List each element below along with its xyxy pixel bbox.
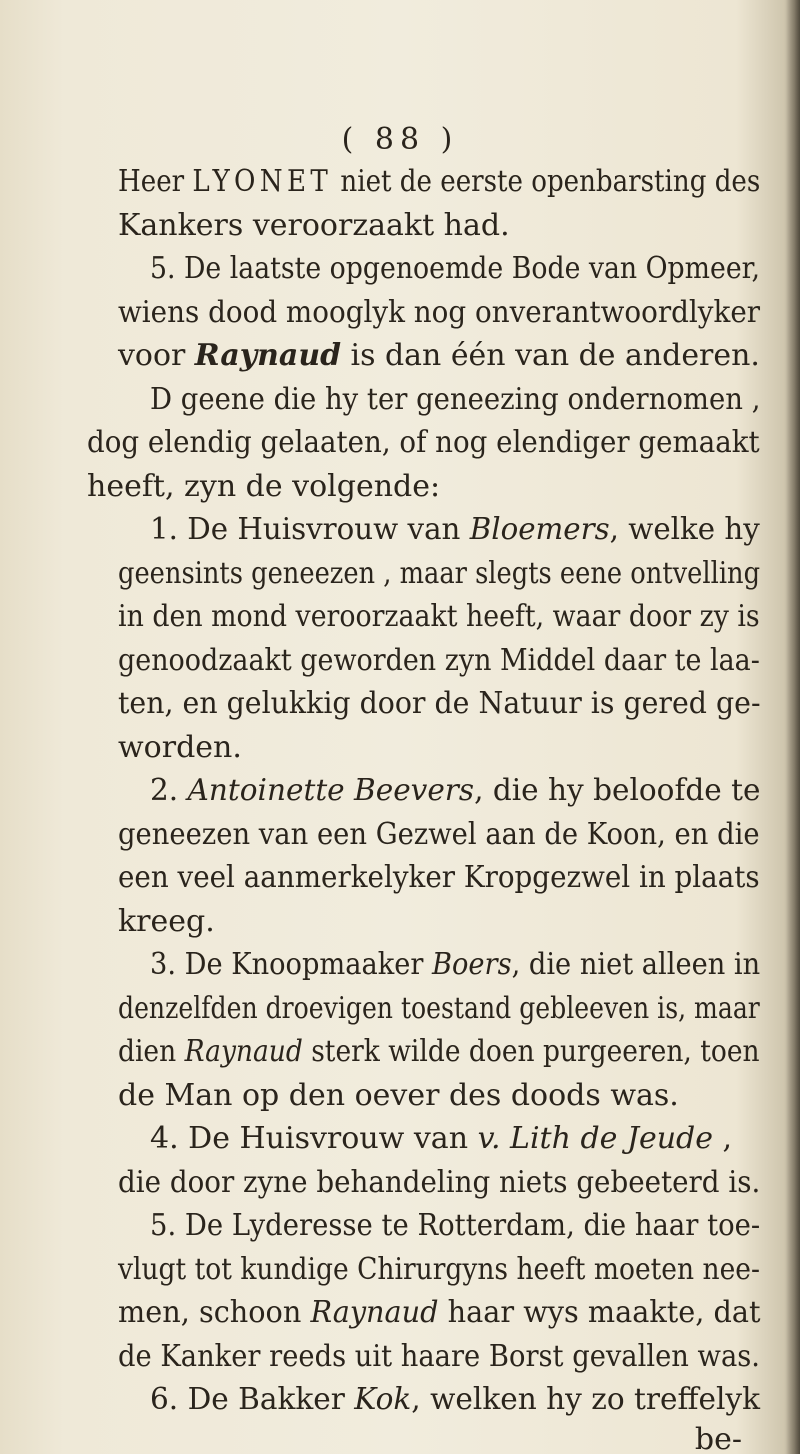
text-line: [118, 1163, 761, 1203]
text-run: Raynaud: [194, 338, 342, 373]
text-run: men, schoon: [118, 1295, 311, 1330]
text-line: [118, 1076, 760, 1116]
text-run: niet de eerste openbarsting des: [332, 164, 761, 199]
text-line: [118, 989, 760, 1029]
page-edge-shadow: [786, 0, 800, 1454]
text-run: kreeg.: [118, 903, 215, 939]
text-run: 2.: [150, 773, 188, 808]
text-line: [118, 597, 760, 637]
text-run: genoodzaakt geworden zyn Middel daar te laa-: [118, 642, 760, 678]
text-run: denzelfden droevigen toestand gebleeven is, maar: [118, 990, 760, 1026]
text-run: Kok: [354, 1382, 412, 1417]
text-line: [118, 554, 761, 594]
text-run: is dan één van de anderen.: [341, 338, 760, 373]
text-run: een veel aanmerkelyker Kropgezwel in plaats: [118, 860, 760, 895]
text-line: [118, 902, 760, 942]
text-run: , welken hy zo treffelyk: [411, 1382, 761, 1417]
text-run: 3. De Knoopmaaker: [150, 947, 433, 982]
text-line: [118, 728, 760, 768]
text-run: haar wys maakte, dat: [438, 1295, 761, 1330]
text-run: 1. De Huisvrouw van: [150, 512, 470, 547]
text-run: Heer: [118, 164, 193, 199]
text-run: sterk wilde doen purgeeren, toen: [302, 1034, 760, 1069]
text-line: [150, 1380, 761, 1420]
text-line: [150, 1206, 761, 1246]
text-run: , welke hy: [609, 512, 760, 547]
text-run: LYONET: [192, 164, 333, 199]
text-run: geensints geneezen , maar slegts eene ontvelling: [118, 555, 761, 591]
text-run: de Kanker reeds uit haare Borst gevallen was.: [118, 1338, 760, 1374]
text-run: Boers: [432, 947, 512, 982]
text-run: v. Lith de Jeude: [477, 1121, 714, 1156]
text-run: voor: [118, 338, 195, 373]
text-run: geneezen van een Gezwel aan de Koon, en die: [118, 816, 760, 852]
text-run: dog elendig gelaaten, of nog elendiger gemaakt: [87, 425, 760, 460]
text-run: ten, en gelukkig door de Natuur is gered ge-: [118, 686, 761, 721]
text-line: [118, 1250, 760, 1290]
text-line: [118, 815, 760, 855]
text-line: [118, 641, 760, 681]
text-line: [118, 162, 761, 202]
text-line: [150, 945, 761, 985]
text-run: , die hy beloofde te: [474, 773, 761, 808]
text-run: Raynaud: [184, 1034, 303, 1069]
text-line: [118, 206, 760, 246]
text-line: [118, 1337, 760, 1377]
text-run: die door zyne behandeling niets gebeeterd is.: [118, 1164, 761, 1200]
text-line: [118, 1293, 761, 1333]
text-run: 5. De Lyderesse te Rotterdam, die haar toe-: [150, 1208, 761, 1243]
text-run: , die niet alleen in: [511, 947, 761, 982]
text-run: 4. De Huisvrouw van: [150, 1121, 478, 1156]
text-run: D geene die hy ter geneezing ondernomen ,: [150, 381, 761, 417]
text-run: de Man op den oever des doods was.: [118, 1077, 679, 1113]
text-line: [118, 293, 761, 333]
text-line: [87, 423, 760, 463]
text-run: 5. De laatste opgenoemde Bode van Opmeer,: [150, 251, 760, 286]
text-line: [118, 684, 761, 724]
text-run: Kankers veroorzaakt had.: [118, 207, 510, 243]
text-line: [150, 1119, 760, 1159]
catchword: be-: [694, 1421, 742, 1454]
text-line: [87, 467, 760, 507]
text-run: wiens dood mooglyk nog onverantwoordlyker: [118, 294, 761, 330]
page-number-header: ( 88 ): [341, 122, 459, 157]
text-line: [150, 249, 760, 289]
text-run: heeft, zyn de volgende:: [87, 468, 441, 504]
text-line: [118, 858, 760, 898]
text-run: 6. De Bakker: [150, 1382, 355, 1417]
text-run: Antoinette Beevers: [187, 773, 475, 808]
text-line: [118, 1032, 760, 1072]
text-run: Raynaud: [310, 1295, 439, 1330]
text-run: ,: [713, 1121, 733, 1156]
text-line: [150, 510, 760, 550]
text-line: [118, 336, 759, 376]
text-run: Bloemers: [469, 512, 610, 547]
text-run: in den mond veroorzaakt heeft, waar door zy is: [118, 599, 760, 634]
text-line: [150, 380, 761, 420]
text-run: dien: [118, 1034, 185, 1069]
text-run: vlugt tot kundige Chirurgyns heeft moeten nee-: [118, 1251, 760, 1287]
text-line: [150, 771, 761, 811]
text-run: worden.: [118, 729, 242, 765]
